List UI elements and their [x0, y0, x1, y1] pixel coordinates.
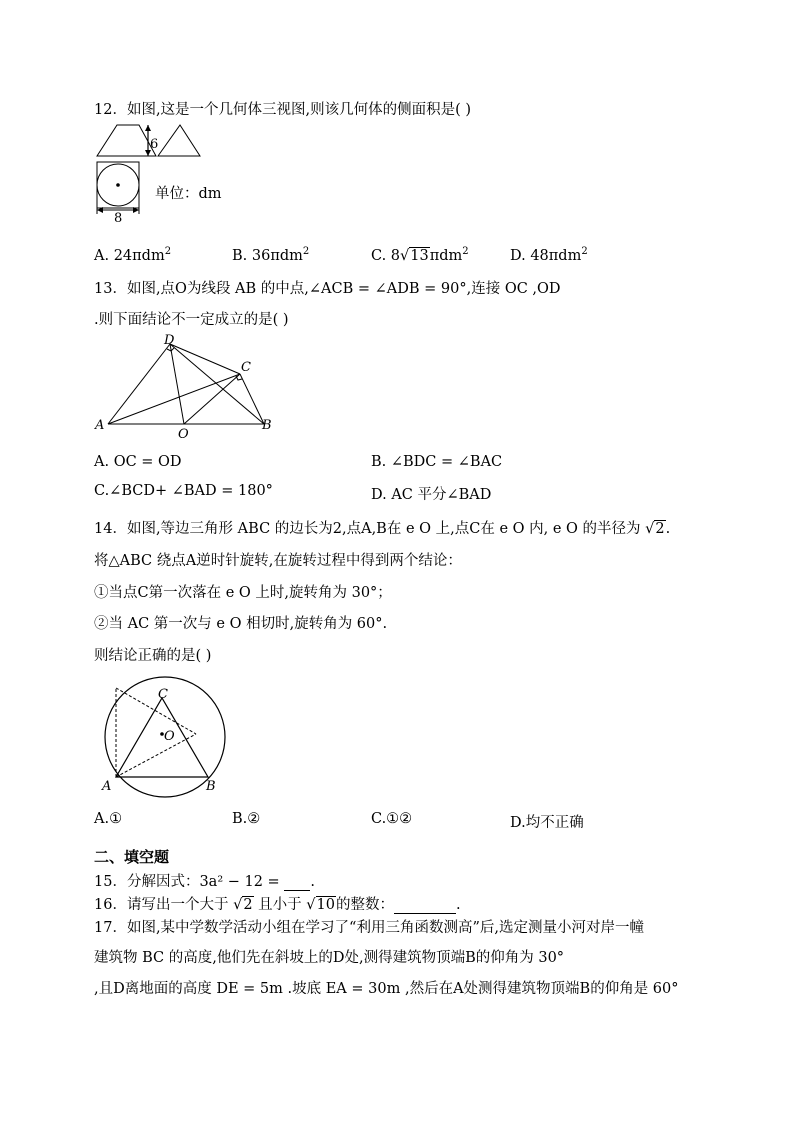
q16: 16．请写出一个大于 √2 且小于 √10的整数： . [94, 897, 461, 913]
q14-option-a: A.① [94, 811, 123, 827]
label-d: D [164, 334, 175, 348]
q13-option-d: D. AC 平分∠BAD [371, 487, 492, 503]
q17-line3: ,且D离地面的高度 DE = 5m .坡底 EA = 30m ,然后在A处测得建筑物顶端B的仰角是 60° [94, 981, 679, 997]
triangle-abc [116, 698, 208, 777]
q12-option-d: D. 48πdm$^2$ [510, 246, 588, 264]
q14-stem: 14．如图,等边三角形 ABC 的边长为2,点A,B在 e O 上,点C在 e O 内, e O 的半径为 √2. [94, 521, 671, 537]
q13-diagram [92, 334, 282, 444]
q13-option-a: A. OC = OD [94, 454, 182, 470]
q13-stem2: .则下面结论不一定成立的是( ) [94, 312, 289, 328]
q12-option-c: C. 8√13πdm$^2$ [371, 246, 469, 264]
q12-stem: 12．如图,这是一个几何体三视图,则该几何体的侧面积是( ) [94, 102, 472, 118]
q14-option-d: D.均不正确 [510, 815, 584, 831]
label-c: C [158, 687, 168, 702]
q14-line4: ②当 AC 第一次与 e O 相切时,旋转角为 60°. [94, 616, 388, 632]
q14-line5: 则结论正确的是( ) [94, 648, 212, 664]
q14-line2: 将△ABC 绕点A逆时针旋转,在旋转过程中得到两个结论： [94, 553, 462, 569]
unit-label: 单位：dm [155, 186, 222, 202]
label-o: O [164, 729, 175, 744]
q15: 15．分解因式：3a² − 12 = . [94, 874, 315, 890]
q14-option-b: B.② [232, 811, 261, 827]
q12-option-b: B. 36πdm$^2$ [232, 246, 310, 264]
height-label: 6 [150, 137, 159, 152]
q17-line1: 17．如图,某中学数学活动小组在学习了“利用三角函数测高”后,选定测量小河对岸一幢 [94, 920, 644, 936]
side-view [158, 125, 200, 156]
label-b: B [262, 418, 272, 433]
q13-option-b: B. ∠BDC = ∠BAC [371, 454, 503, 470]
q13-option-c: C.∠BCD+ ∠BAD = 180° [94, 483, 273, 499]
q14-option-c: C.①② [371, 811, 413, 827]
width-label: 8 [114, 211, 123, 222]
label-o: O [178, 427, 189, 442]
q17-line2: 建筑物 BC 的高度,他们先在斜坡上的D处,测得建筑物顶端B的仰角为 30° [94, 950, 565, 966]
q14-diagram [92, 670, 242, 800]
label-b: B [206, 779, 216, 794]
label-c: C [241, 360, 251, 375]
label-a: A [102, 779, 112, 794]
q12-three-view-diagram [92, 122, 212, 222]
q12-option-a: A. 24πdm$^2$ [94, 246, 172, 264]
q14-line3: ①当点C第一次落在 e O 上时,旋转角为 30°； [94, 585, 392, 601]
label-a: A [95, 418, 105, 433]
q13-stem: 13．如图,点O为线段 AB 的中点,∠ACB = ∠ADB = 90°,连接 OC ,OD [94, 281, 561, 297]
section-title: 二、填空题 [94, 848, 170, 866]
